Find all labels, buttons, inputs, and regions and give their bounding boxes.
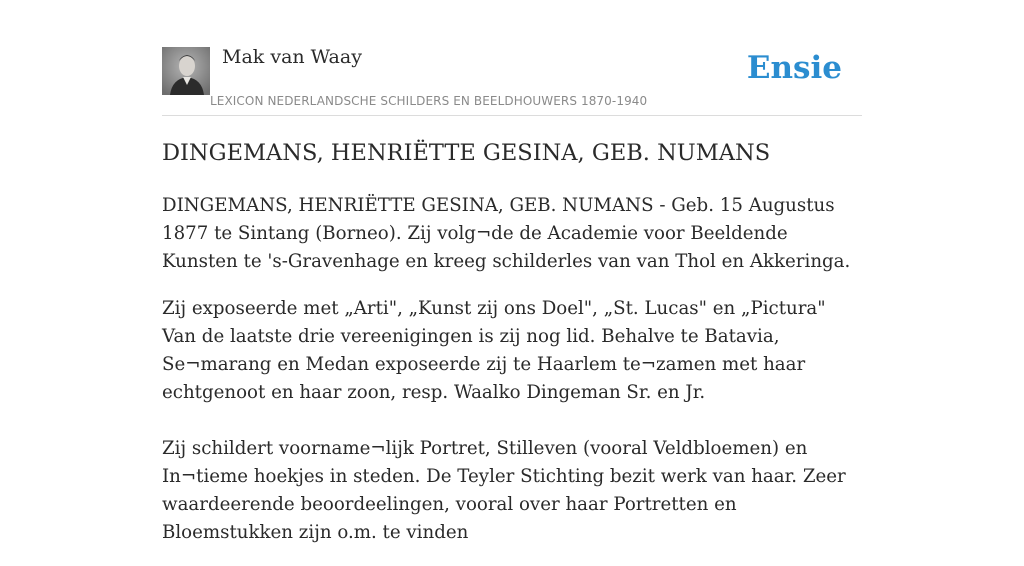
paragraph-1: DINGEMANS, HENRIËTTE GESINA, GEB. NUMANS - Geb. 15 Augustus 1877 te Sintang (Borneo). Zij volg¬de de Academie voor Beeldende Kunsten te 's-Gravenhage en kreeg schilderles van van Thol en Akkeringa. [162,195,851,272]
portrait-photo-icon [162,47,210,95]
page-container [162,0,862,543]
lexicon-subtitle[interactable]: LEXICON NEDERLANDSCHE SCHILDERS EN BEELDHOUWERS 1870-1940 [210,94,648,108]
ensie-logo[interactable]: Ensie [746,50,842,86]
header [162,0,862,116]
paragraph-3: Zij schildert voorname¬lijk Portret, Stilleven (vooral Veldbloemen) en In¬tieme hoekjes in steden. De Teyler Stichting bezit werk van haar. Zeer waardeerende beoordeelingen, vooral over haar Portretten en Bloemstukken zijn o.m. te vinden [162,438,846,543]
paragraph-2: Zij exposeerde met „Arti", „Kunst zij ons Doel", „St. Lucas" en „Pictura" Van de laatste drie vereenigingen is zij nog lid. Behalve te Batavia, Se¬marang en Medan exposeerde zij te Haarlem te¬zamen met haar echtgenoot en haar zoon, resp. Waalko Dingeman Sr. en Jr. [162,298,826,403]
author-name[interactable]: Mak van Waay [222,46,362,68]
article-body [162,192,862,566]
article-title: DINGEMANS, HENRIËTTE GESINA, GEB. NUMANS [162,140,771,166]
author-avatar[interactable] [162,47,210,95]
